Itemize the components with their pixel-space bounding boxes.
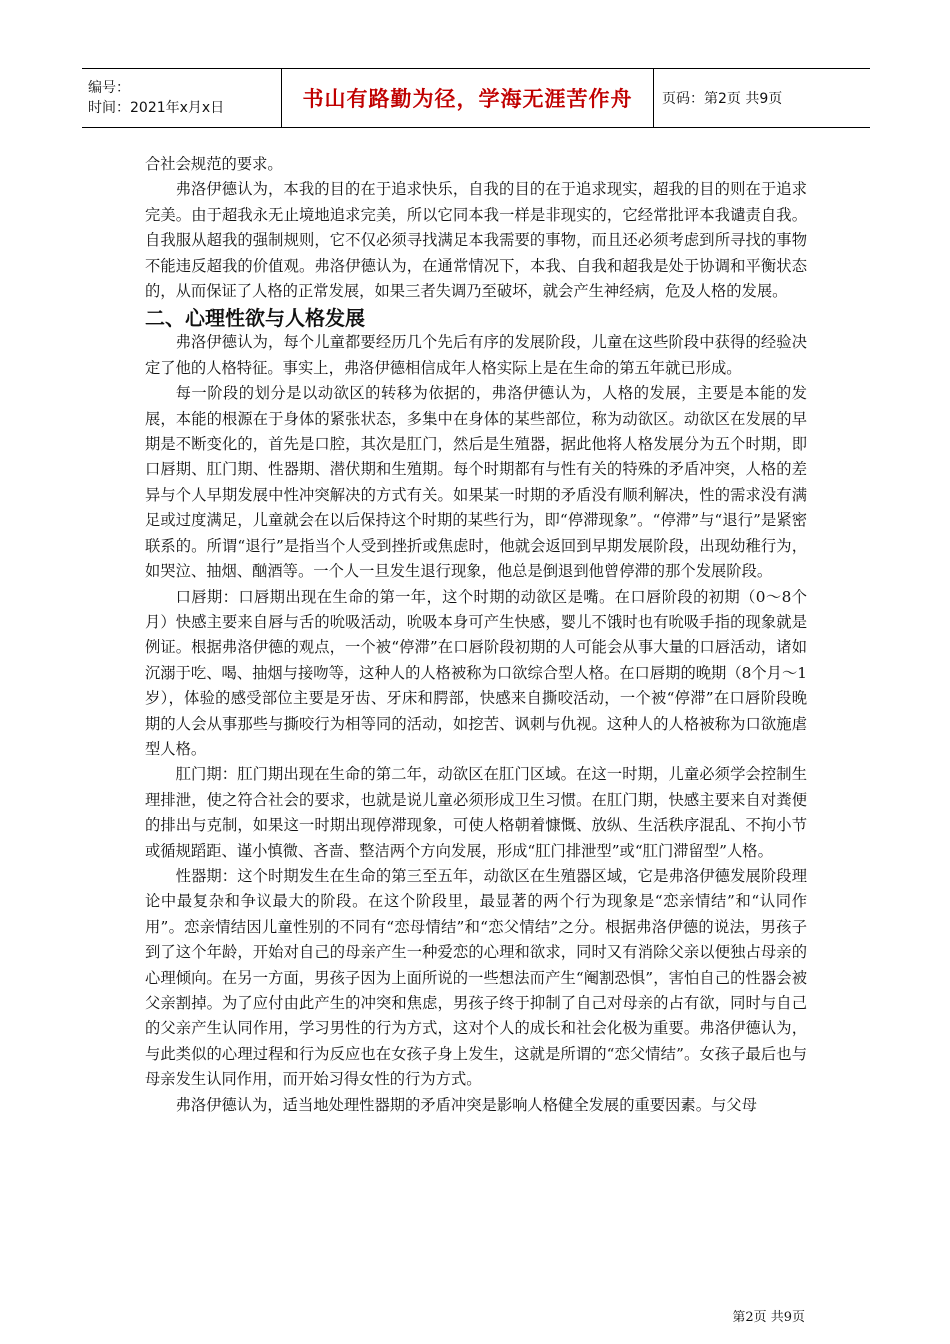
document-body bbox=[145, 152, 807, 1118]
paragraph-anal-stage: 肛门期：肛门期出现在生命的第二年，动欲区在肛门区域。在这一时期，儿童必须学会控制生理排泄，使之符合社会的要求，也就是说儿童必须形成卫生习惯。在肛门期，快感主要来自对粪便的排出与克制，如果这一时期出现停滞现象，可使人格朝着慷慨、放纵、生活秩序混乱、不拘小节或循规蹈距、谨小慎微、吝啬、整洁两个方向发展，形成“肛门排泄型”或“肛门滞留型”人格。 bbox=[145, 765, 807, 860]
header-meta bbox=[82, 69, 282, 127]
paragraph-stages-intro: 弗洛伊德认为，每个儿童都要经历几个先后有序的发展阶段，儿童在这些阶段中获得的经验决定了他的人格特征。事实上，弗洛伊德相信成年人格实际上是在生命的第五年就已形成。 bbox=[145, 333, 807, 377]
header-motto: 书山有路勤为径，学海无涯苦作舟 bbox=[282, 69, 654, 127]
paragraph-oral-stage: 口唇期：口唇期出现在生命的第一年，这个时期的动欲区是嘴。在口唇阶段的初期（0～8个月）快感主要来自唇与舌的吮吸活动，吮吸本身可产生快感，婴儿不饿时也有吮吸手指的现象就是例证。根据弗洛伊德的观点，一个被“停滞”在口唇阶段初期的人可能会从事大量的口唇活动，诸如沉溺于吃、喝、抽烟与接吻等，这种人的人格被称为口欲综合型人格。在口唇期的晚期（8个月～1岁），体验的感受部位主要是牙齿、牙床和腭部，快感来自撕咬活动，一个被“停滞”在口唇阶段晚期的人会从事那些与撕咬行为相等同的活动，如挖苦、讽刺与仇视。这种人的人格被称为口欲施虐型人格。 bbox=[145, 587, 807, 758]
paragraph-superego: 弗洛伊德认为，本我的目的在于追求快乐，自我的目的在于追求现实，超我的目的则在于追求完美。由于超我永无止境地追求完美，所以它同本我一样是非现实的，它经常批评本我谴责自我。自我服从超我的强制规则，它不仅必须寻找满足本我需要的事物，而且还必须考虑到所寻找的事物不能违反超我的价值观。弗洛伊德认为，在通常情况下，本我、自我和超我是处于协调和平衡状态的，从而保证了人格的正常发展，如果三者失调乃至破坏，就会产生神经病，危及人格的发展。 bbox=[145, 180, 807, 301]
section-heading: 二、心理性欲与人格发展 bbox=[145, 306, 365, 331]
document-number-label: 编号： bbox=[88, 80, 130, 96]
header-page-number: 页码：第2页 共9页 bbox=[662, 91, 783, 107]
paragraph-erogenous-zones: 每一阶段的划分是以动欲区的转移为依据的，弗洛伊德认为，人格的发展，主要是本能的发展，本能的根源在于身体的紧张状态，多集中在身体的某些部位，称为动欲区。动欲区在发展的早期是不断变化的，首先是口腔，其次是肛门，然后是生殖器，据此他将人格发展分为五个时期，即口唇期、肛门期、性器期、潜伏期和生殖期。每个时期都有与性有关的特殊的矛盾冲突，人格的差异与个人早期发展中性冲突解决的方式有关。如果某一时期的矛盾没有顺利解决，性的需求没有满足或过度满足，儿童就会在以后保持这个时期的某些行为，即“停滞现象”。“停滞”与“退行”是紧密联系的。所谓“退行”是指当个人受到挫折或焦虑时，他就会返回到早期发展阶段，出现幼稚行为，如哭泣、抽烟、酗酒等。一个人一旦发生退行现象，他总是倒退到他曾停滞的那个发展阶段。 bbox=[145, 384, 807, 581]
paragraph-phallic-conflict: 弗洛伊德认为，适当地处理性器期的矛盾冲突是影响人格健全发展的重要因素。与父母 bbox=[175, 1095, 757, 1114]
page-footer: 第2页 共9页 bbox=[732, 1310, 805, 1325]
page-header bbox=[82, 68, 870, 128]
paragraph-phallic-stage: 性器期：这个时期发生在生命的第三至五年，动欲区在生殖器区域，它是弗洛伊德发展阶段理论中最复杂和争议最大的阶段。在这个阶段里，最显著的两个行为现象是“恋亲情结”和“认同作用”。恋亲情结因儿童性别的不同有“恋母情结”和“恋父情结”之分。根据弗洛伊德的说法，男孩子到了这个年龄，开始对自己的母亲产生一种爱恋的心理和欲求，同时又有消除父亲以便独占母亲的心理倾向。在另一方面，男孩子因为上面所说的一些想法而产生“阉割恐惧”，害怕自己的性器会被父亲割掉。为了应付由此产生的冲突和焦虑，男孩子终于抑制了自己对母亲的占有欲，同时与自己的父亲产生认同作用，学习男性的行为方式，这对个人的成长和社会化极为重要。弗洛伊德认为，与此类似的心理过程和行为反应也在女孩子身上发生，这就是所谓的“恋父情结”。女孩子最后也与母亲发生认同作用，而开始习得女性的行为方式。 bbox=[145, 866, 807, 1089]
document-date-label: 时间：2021年x月x日 bbox=[88, 100, 225, 116]
paragraph-continuation: 合社会规范的要求。 bbox=[145, 155, 283, 173]
